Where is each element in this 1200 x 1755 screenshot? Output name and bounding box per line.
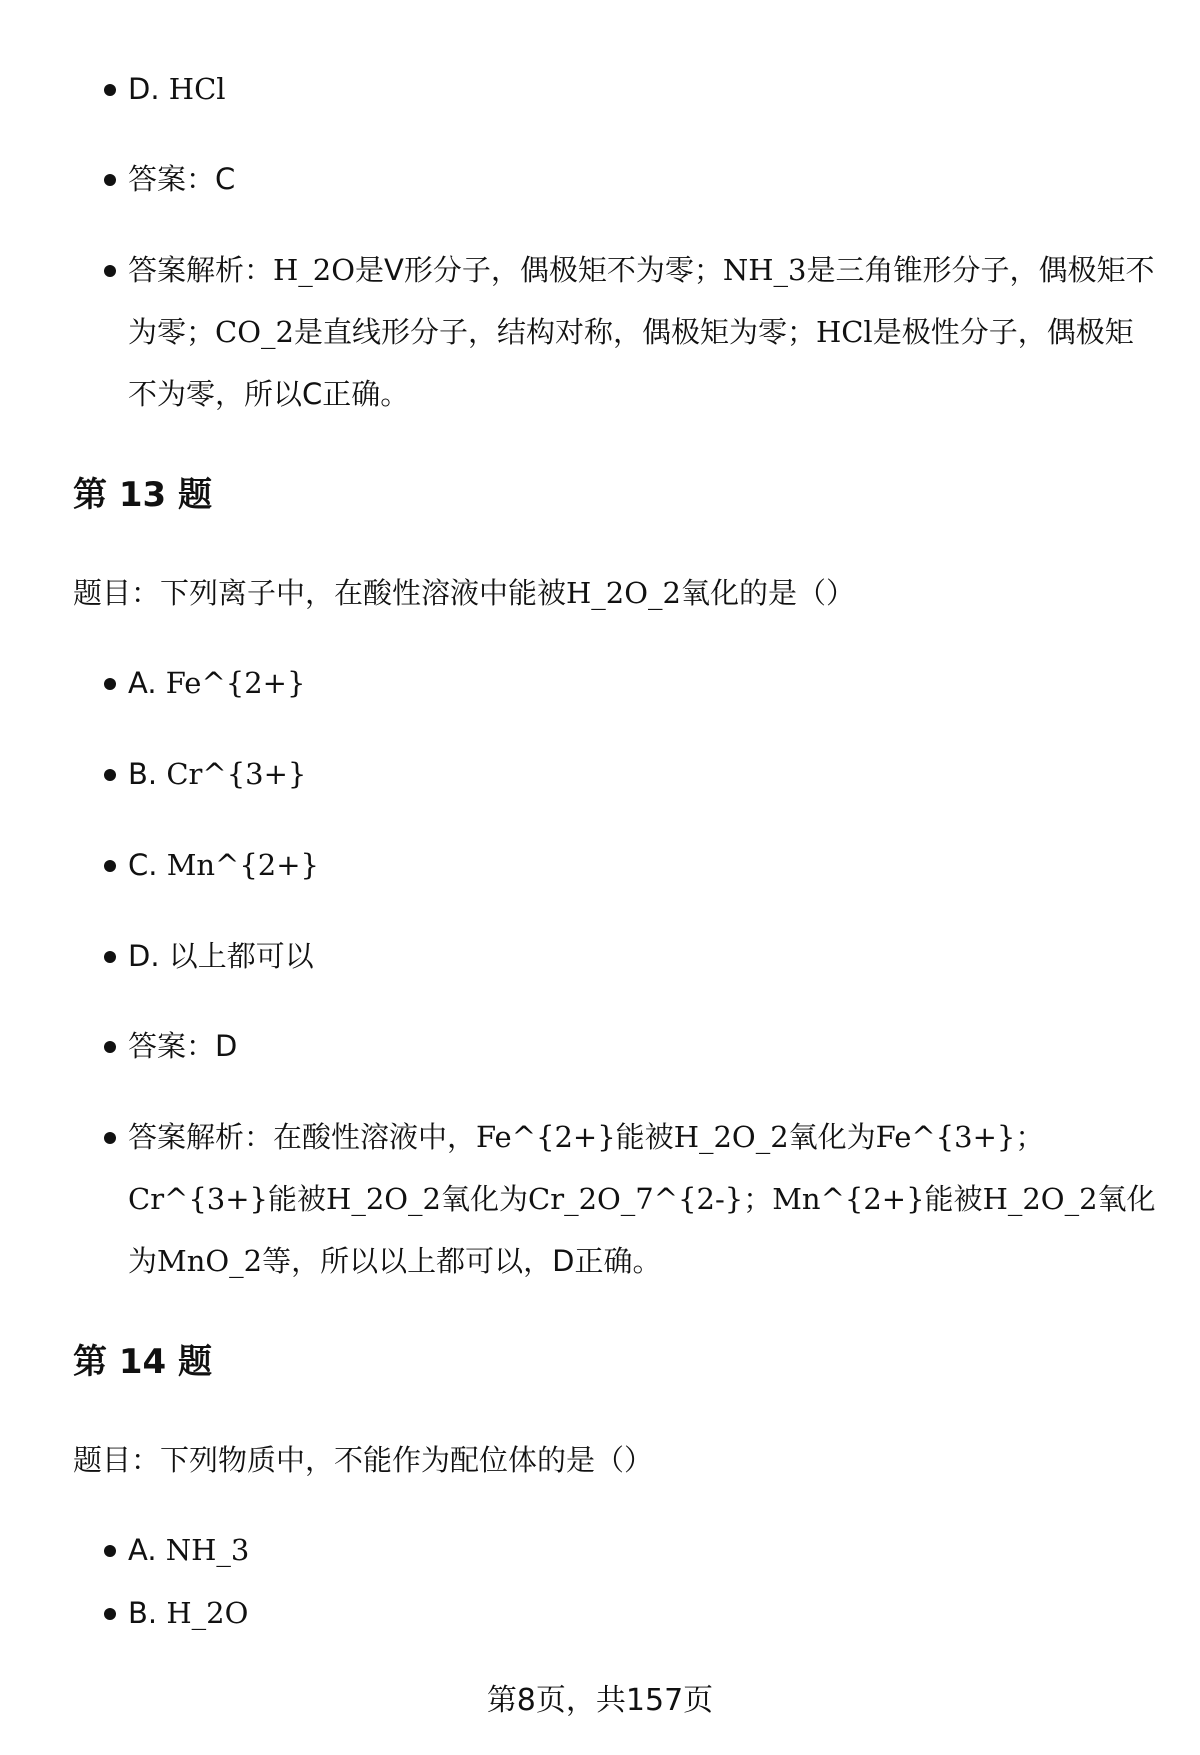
bullet [104, 769, 116, 781]
option-label: B. [128, 1596, 158, 1630]
formula-text: H_2O_2 [566, 576, 681, 610]
option-label: D. [128, 72, 160, 106]
bullet [104, 265, 116, 277]
bullet [104, 951, 116, 963]
plain-text: ； [1015, 1120, 1045, 1154]
plain-text: 氧化的是（） [680, 576, 855, 610]
bullet [104, 174, 116, 186]
formula-text: NH_3 [722, 253, 807, 287]
plain-text: 氧化为 [788, 1120, 876, 1154]
formula-text: H_2O_2 [982, 1182, 1098, 1216]
formula-text: HCl [815, 315, 873, 349]
option-formula: H_2O [166, 1596, 249, 1630]
stem-text [73, 576, 855, 610]
question-14-heading: 第 14 题 [73, 1342, 212, 1382]
plain-text: 答案解析： [128, 253, 274, 287]
bullet [104, 1608, 116, 1620]
option-formula: NH_3 [165, 1533, 250, 1567]
answer-text: 答案：D [128, 1029, 238, 1063]
q12-answer [128, 148, 1158, 210]
plain-text: 能被 [268, 1182, 327, 1216]
question-13-heading: 第 13 题 [73, 475, 212, 515]
explanation-text [128, 253, 1155, 411]
q13-option-b [128, 743, 1158, 805]
q13-answer [128, 1015, 1158, 1077]
plain-text: 氧化为 [128, 1182, 1156, 1278]
formula-text: H_2O_2 [673, 1120, 789, 1154]
q13-option-a [128, 652, 1158, 714]
option-label: A. [128, 666, 157, 700]
plain-text: 氧化为 [441, 1182, 529, 1216]
plain-text: 等，所以以上都可以，D正确。 [262, 1244, 662, 1278]
bullet [104, 84, 116, 96]
plain-text: 能被 [924, 1182, 983, 1216]
plain-text: 是V形分子，偶极矩不为零； [355, 253, 723, 287]
plain-text: 题目：下列离子中，在酸性溶液中能被 [73, 576, 567, 610]
answer-text: 答案：C [128, 162, 236, 196]
plain-text: 是三角锥形分子，偶极矩不为零； [128, 253, 1155, 349]
q13-option-c [128, 834, 1158, 896]
formula-text: CO_2 [215, 315, 294, 349]
formula-text: MnO_2 [157, 1244, 263, 1278]
formula-text: Mn^{2+} [772, 1182, 925, 1216]
bullet [104, 1545, 116, 1557]
option-label: C. [128, 848, 158, 882]
option-label: B. [128, 757, 158, 791]
q14-option-a [128, 1519, 1158, 1581]
q13-explanation [128, 1106, 1158, 1292]
formula-text: Cr^{3+} [128, 1182, 269, 1216]
bullet [104, 860, 116, 872]
plain-text: 是极性分子，偶极矩不为零，所以C正确。 [128, 315, 1134, 411]
question-14-stem: 题目：下列物质中，不能作为配位体的是（） [73, 1443, 654, 1477]
bullet [104, 1041, 116, 1053]
formula-text: Fe^{3+} [875, 1120, 1016, 1154]
page-footer: 第8页，共157页 [486, 1683, 714, 1718]
formula-text: H_2O [273, 253, 356, 287]
formula-text: Fe^{2+} [476, 1120, 616, 1154]
option-label: A. [128, 1533, 157, 1567]
plain-text: 能被 [615, 1120, 674, 1154]
explanation-text [128, 1120, 1156, 1278]
option-label: D. 以上都可以 [128, 939, 314, 973]
option-formula: Mn^{2+} [166, 848, 320, 882]
formula-text: H_2O_2 [326, 1182, 441, 1216]
q14-option-b [128, 1582, 1158, 1644]
option-formula: Fe^{2+} [165, 666, 306, 700]
option-formula: Cr^{3+} [166, 757, 307, 791]
q12-explanation [128, 239, 1158, 425]
plain-text: ； [743, 1182, 773, 1216]
option-formula: HCl [168, 72, 226, 106]
bullet [104, 678, 116, 690]
plain-text: 答案解析：在酸性溶液中， [128, 1120, 477, 1154]
formula-text: Cr_2O_7^{2-} [528, 1182, 744, 1216]
q13-option-d [128, 925, 1158, 987]
q12-option-d [128, 58, 1158, 120]
bullet [104, 1132, 116, 1144]
plain-text: 是直线形分子，结构对称，偶极矩为零； [293, 315, 816, 349]
question-13-stem [73, 568, 1153, 618]
